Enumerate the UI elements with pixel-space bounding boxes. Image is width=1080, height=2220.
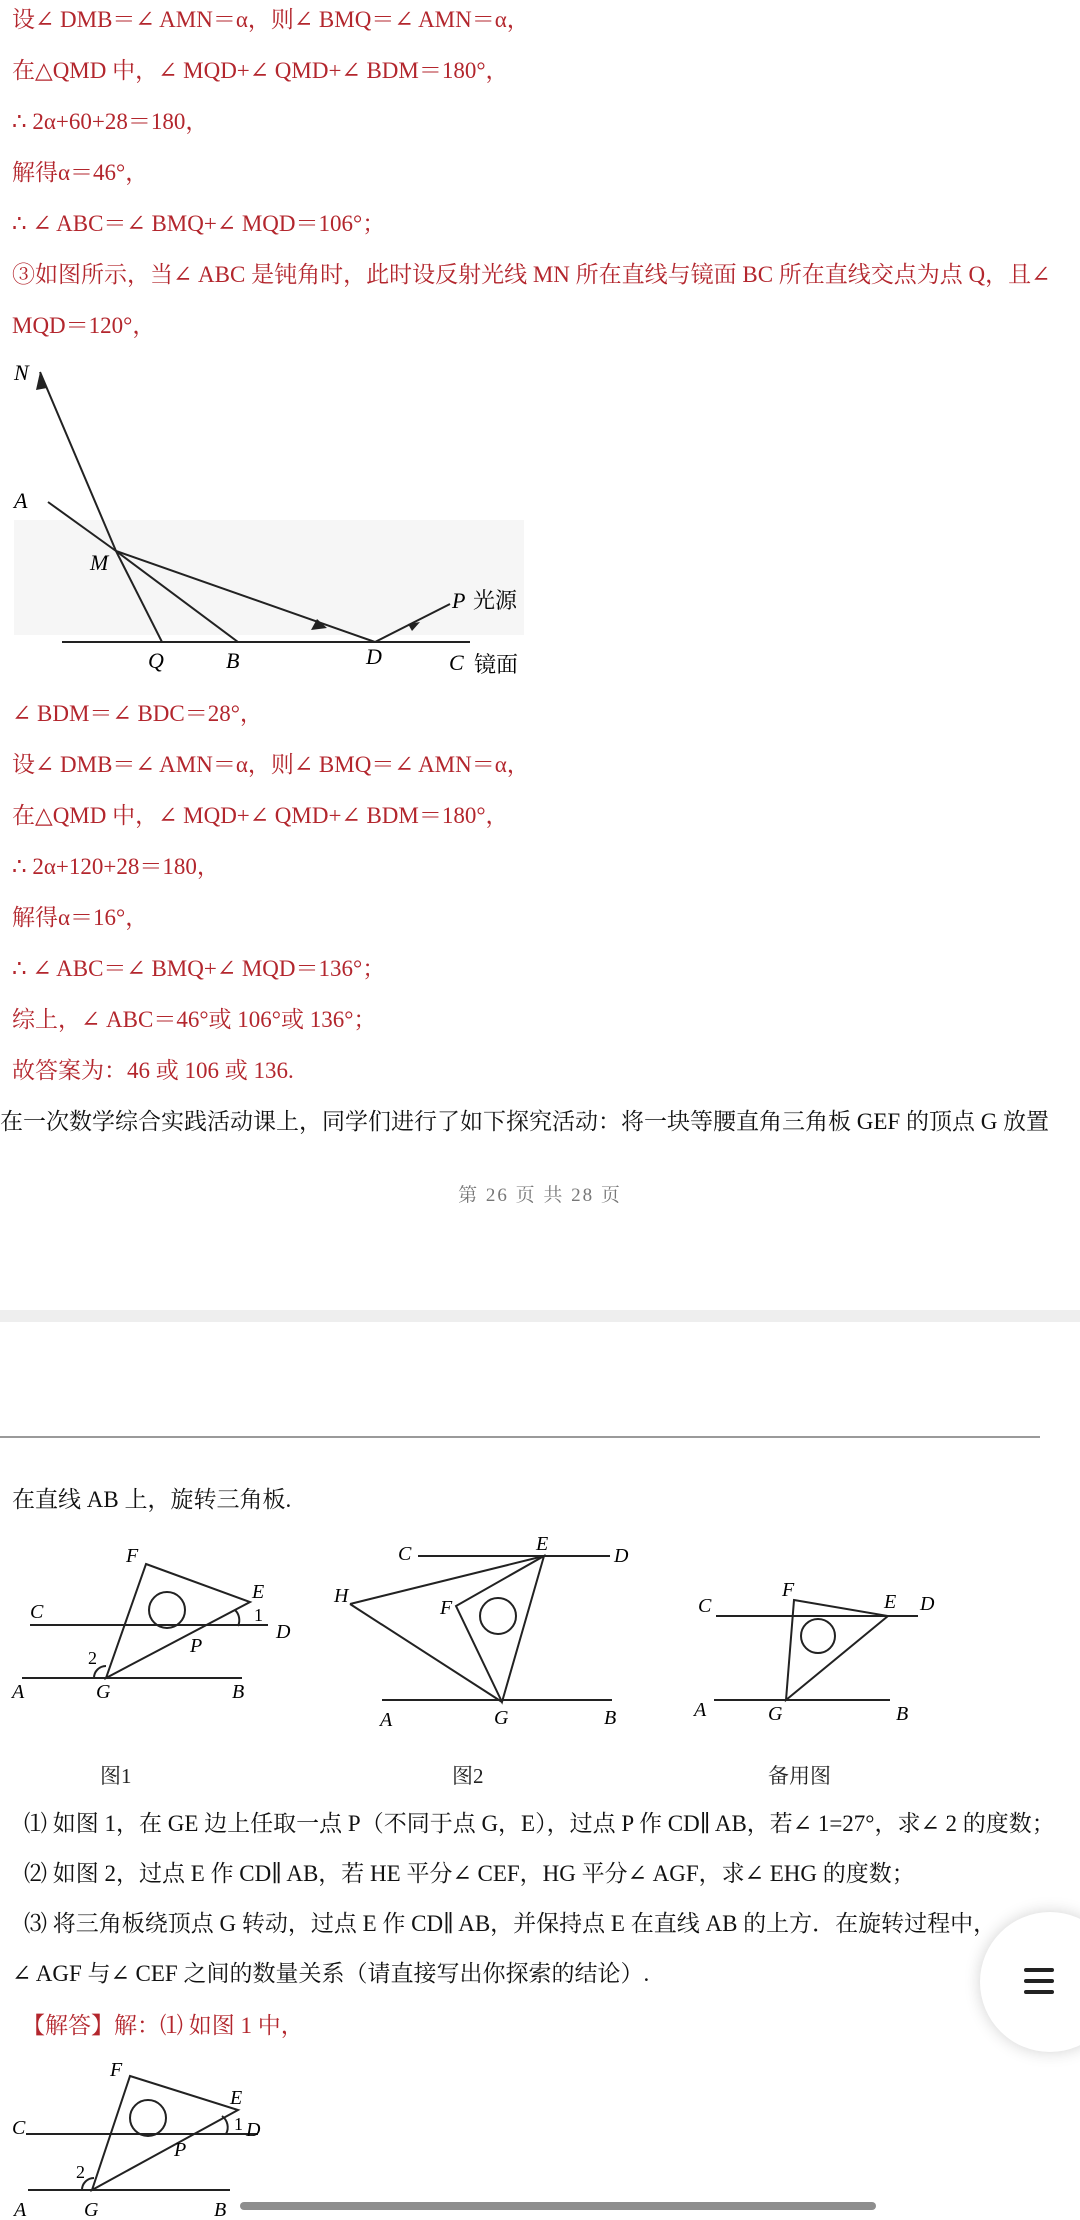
question-3-cont: ∠ AGF 与∠ CEF 之间的数量关系（请直接写出你探索的结论）. xyxy=(12,1961,650,1986)
header-rule xyxy=(0,1436,1040,1438)
fig3-label-G: G xyxy=(768,1703,783,1725)
hamburger-menu-icon xyxy=(1024,1968,1054,1972)
answer-heading: 【解答】解：⑴ 如图 1 中， xyxy=(22,2013,304,2038)
figure-spare-caption: 备用图 xyxy=(768,1764,831,1788)
solution-line: ∴ ∠ ABC＝∠ BMQ+∠ MQD＝136°； xyxy=(12,956,386,981)
label-D: D xyxy=(366,644,382,669)
fig3-label-D: D xyxy=(920,1593,935,1615)
label-B: B xyxy=(226,648,240,673)
solution-line: ∴ 2α+120+28＝180， xyxy=(12,854,220,879)
ans-fig-label-F: F xyxy=(110,2059,123,2081)
label-source: 光源 xyxy=(473,588,518,613)
fig1-label-A: A xyxy=(12,1681,25,1703)
solution-line: ∠ BDM＝∠ BDC＝28°， xyxy=(12,701,263,726)
label-Q: Q xyxy=(148,648,164,673)
figure-2-caption: 图2 xyxy=(452,1764,484,1788)
ans-fig-label-2: 2 xyxy=(76,2162,85,2182)
fig2-label-H: H xyxy=(334,1585,349,1607)
light-reflection-figure xyxy=(0,352,540,687)
fig3-label-B: B xyxy=(896,1703,909,1725)
fig1-label-D: D xyxy=(276,1621,291,1643)
solution-line: 在△QMD 中，∠ MQD+∠ QMD+∠ BDM＝180°， xyxy=(12,58,509,83)
fig1-label-P: P xyxy=(190,1635,203,1657)
ans-fig-label-E: E xyxy=(230,2087,243,2109)
ans-fig-label-A: A xyxy=(14,2199,27,2220)
fig1-label-B: B xyxy=(232,1681,245,1703)
fig1-label-2: 2 xyxy=(88,1648,97,1668)
page-gap xyxy=(0,1310,1080,1322)
page-number: 第 26 页 共 28 页 xyxy=(458,1185,622,1206)
solution-line: ∴ ∠ ABC＝∠ BMQ+∠ MQD＝106°； xyxy=(12,211,386,236)
ans-fig-label-C: C xyxy=(12,2117,26,2139)
solution-line: 设∠ DMB＝∠ AMN＝α，则∠ BMQ＝∠ AMN＝α， xyxy=(12,7,530,32)
fig2-label-B: B xyxy=(604,1707,617,1729)
ans-fig-label-B: B xyxy=(214,2199,227,2220)
solution-line: 综上，∠ ABC＝46°或 106°或 136°； xyxy=(12,1007,377,1032)
ans-fig-label-G: G xyxy=(84,2199,99,2220)
hamburger-menu-icon-bar xyxy=(1024,1990,1054,1994)
solution-line: 解得α＝46°， xyxy=(12,160,149,185)
home-indicator[interactable] xyxy=(240,2202,876,2210)
solution-line: ③如图所示，当∠ ABC 是钝角时，此时设反射光线 MN 所在直线与镜面 BC 所在直线交点为点 Q，且∠ xyxy=(12,262,1051,287)
fig3-label-C: C xyxy=(698,1595,712,1617)
label-C: C xyxy=(449,650,464,675)
question-3: ⑶ 将三角板绕顶点 G 转动，过点 E 作 CD∥ AB，并保持点 E 在直线 AB 的上方．在旋转过程中， xyxy=(24,1911,997,1936)
fig2-label-D: D xyxy=(614,1545,629,1567)
solution-line: ∴ 2α+60+28＝180， xyxy=(12,109,209,134)
label-P: P xyxy=(452,588,466,613)
ans-fig-label-D: D xyxy=(246,2119,261,2141)
fig3-label-F: F xyxy=(782,1579,795,1601)
question-2: ⑵ 如图 2，过点 E 作 CD∥ AB，若 HE 平分∠ CEF，HG 平分∠ AGF，求∠ EHG 的度数； xyxy=(24,1861,915,1886)
figure-2 xyxy=(330,1530,640,1730)
fig2-label-A: A xyxy=(380,1709,393,1730)
fig1-label-F: F xyxy=(126,1545,139,1567)
label-mirror: 镜面 xyxy=(474,652,519,677)
solution-line: 解得α＝16°， xyxy=(12,905,149,930)
answer-figure-1 xyxy=(8,2056,288,2220)
fig2-label-F: F xyxy=(440,1597,453,1619)
fig3-label-A: A xyxy=(694,1699,707,1721)
figure-1-caption: 图1 xyxy=(100,1764,132,1788)
label-N: N xyxy=(14,360,29,385)
solution-line: 设∠ DMB＝∠ AMN＝α，则∠ BMQ＝∠ AMN＝α， xyxy=(12,752,530,777)
figure-1 xyxy=(10,1540,310,1710)
fig2-label-G: G xyxy=(494,1707,509,1729)
ans-fig-label-P: P xyxy=(174,2139,187,2161)
fig1-label-G: G xyxy=(96,1681,111,1703)
fig2-label-C: C xyxy=(398,1543,412,1565)
solution-line: 在△QMD 中，∠ MQD+∠ QMD+∠ BDM＝180°， xyxy=(12,803,509,828)
figure-spare xyxy=(690,1570,950,1730)
solution-line: MQD＝120°， xyxy=(12,313,156,338)
fig1-label-1: 1 xyxy=(254,1605,263,1625)
label-M: M xyxy=(90,550,109,575)
solution-line: 故答案为：46 或 106 或 136. xyxy=(12,1058,294,1083)
ans-fig-label-1: 1 xyxy=(234,2114,243,2134)
fig3-label-E: E xyxy=(884,1591,897,1613)
problem-intro-cont: 在直线 AB 上，旋转三角板. xyxy=(12,1487,292,1512)
problem-intro: 在一次数学综合实践活动课上，同学们进行了如下探究活动：将一块等腰直角三角板 GEF 的顶点 G 放置 xyxy=(0,1109,1050,1134)
fig1-label-C: C xyxy=(30,1601,44,1623)
fig2-label-E: E xyxy=(536,1533,549,1555)
label-A: A xyxy=(14,488,28,513)
question-1: ⑴ 如图 1，在 GE 边上任取一点 P（不同于点 G，E），过点 P 作 CD∥ AB，若∠ 1=27°，求∠ 2 的度数； xyxy=(24,1811,1055,1836)
fig1-label-E: E xyxy=(252,1581,265,1603)
hamburger-menu-icon-bar xyxy=(1024,1979,1054,1983)
